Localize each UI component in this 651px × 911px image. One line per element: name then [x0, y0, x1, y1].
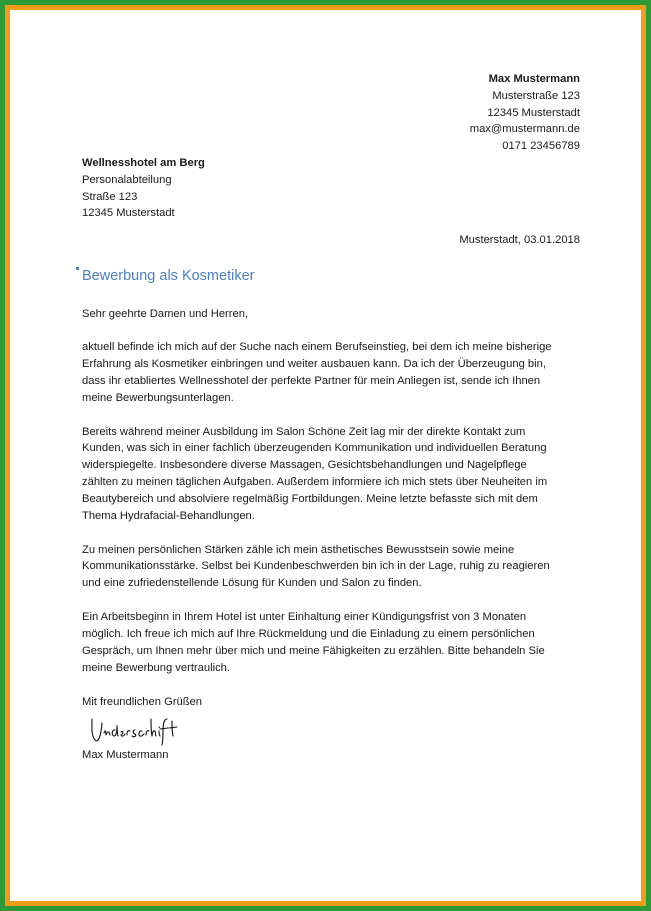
paragraph-line: meine Bewerbung vertraulich.	[82, 661, 230, 674]
recipient-block	[82, 155, 205, 222]
paragraph-line: Zu meinen persönlichen Stärken zähle ich mein ästhetisches Bewusstsein sowie meine	[82, 543, 515, 556]
sender-city: 12345 Musterstadt	[487, 106, 580, 119]
paragraph-line: und eine zufriedenstellende Lösung für Kunden und Salon zu finden.	[82, 577, 422, 590]
sender-phone: 0171 23456789	[502, 140, 580, 153]
letter-subject: Bewerbung als Kosmetiker	[82, 268, 255, 284]
handwritten-signature	[88, 713, 198, 747]
letter-date: Musterstadt, 03.01.2018	[459, 234, 580, 246]
paragraph-line: Ein Arbeitsbeginn in Ihrem Hotel ist unter Einhaltung einer Kündigungsfrist von 3 Monaten	[82, 611, 527, 624]
salutation: Sehr geehrte Damen und Herren,	[82, 308, 249, 320]
paragraph-line: Kunden, was sich in einer fachlich überzeugenden Kommunikation und individuellen Beratung	[82, 442, 547, 455]
closing: Mit freundlichen Grüßen	[82, 695, 203, 708]
subject-marker	[76, 267, 79, 270]
paragraph-line: zählten zu meinen täglichen Aufgaben. Außerdem informiere ich mich stets über Neuheiten im	[82, 476, 548, 489]
paragraph-line: Erfahrung als Kosmetiker einbringen und weiter ausbauen kann. Da ich der Überzeugung bin,	[82, 358, 546, 371]
recipient-department: Personalabteilung	[82, 173, 172, 186]
paragraph-line: widerspiegelte. Insbesondere diverse Massagen, Gesichtsbehandlungen und Nagelpflege	[82, 459, 527, 472]
paragraph-line: Bereits während meiner Ausbildung im Salon Schöne Zeit lag mir der direkte Kontakt zum	[82, 425, 526, 438]
signer-name: Max Mustermann	[82, 749, 169, 762]
paragraph-line: möglich. Ich freue ich mich auf Ihre Rückmeldung und die Einladung zu einem persönlichen	[82, 628, 535, 641]
paragraph-line: Beautybereich und absolviere regelmäßig Fortbildungen. Meine letzte befasste sich mit dem	[82, 492, 538, 505]
body-paragraph-1	[82, 339, 582, 406]
paragraph-line: dass ihr etabliertes Wellnesshotel der perfekte Partner für mein Anliegen ist, sende ich Ihnen	[82, 374, 541, 387]
letter-page	[10, 10, 641, 901]
sender-name: Max Mustermann	[488, 73, 580, 85]
paragraph-line: meine Bewerbungsunterlagen.	[82, 391, 234, 404]
body-paragraph-2	[82, 424, 582, 525]
recipient-street: Straße 123	[82, 190, 138, 203]
inner-frame	[5, 5, 646, 906]
sender-street: Musterstraße 123	[492, 89, 580, 102]
recipient-city: 12345 Musterstadt	[82, 207, 175, 220]
paragraph-line: Kommunikationsstärke. Selbst bei Kundenbeschwerden bin ich in der Lage, ruhig zu reagieren	[82, 560, 550, 573]
recipient-company: Wellnesshotel am Berg	[82, 157, 205, 169]
body-paragraph-4	[82, 609, 582, 676]
letter-body	[82, 306, 582, 764]
paragraph-line: aktuell befinde ich mich auf der Suche nach einem Berufseinstieg, bei dem ich meine bisherige	[82, 341, 552, 354]
paragraph-line: Thema Hydrafacial-Behandlungen.	[82, 509, 255, 522]
sender-email: max@mustermann.de	[469, 123, 580, 136]
paragraph-line: Gespräch, um Ihnen mehr über mich und meine Fähigkeiten zu erzählen. Bitte behandeln Sie	[82, 644, 545, 657]
sender-block	[470, 71, 580, 155]
body-paragraph-3	[82, 542, 582, 592]
